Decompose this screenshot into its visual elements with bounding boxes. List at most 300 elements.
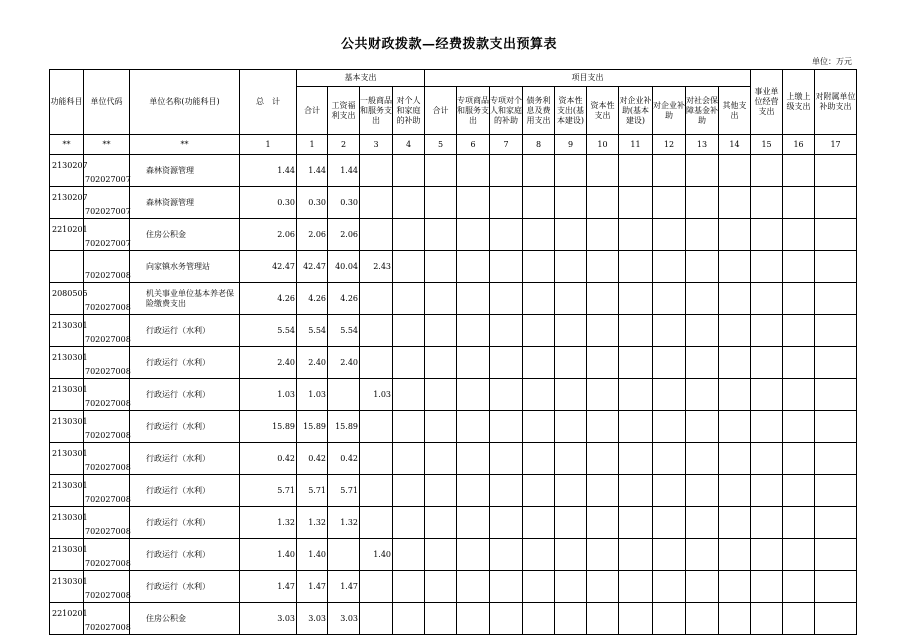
row-empty-cell: [425, 155, 457, 187]
row-func-subject: 2130301: [50, 443, 84, 475]
header-unit-name: 单位名称(功能科目): [130, 70, 240, 135]
row-basic-total: 0.42: [297, 443, 328, 475]
row-empty-cell: [619, 475, 653, 507]
row-basic-wage: 15.89: [328, 411, 360, 443]
row-func-subject: 2210201: [50, 603, 84, 635]
row-empty-cell: [619, 251, 653, 283]
table-row: [50, 475, 857, 507]
table-row: [50, 347, 857, 379]
row-empty-cell: [425, 379, 457, 411]
row-empty-cell: [523, 283, 555, 315]
table-row: [50, 283, 857, 315]
data-rows: [50, 155, 857, 635]
header-basic: 基本支出: [297, 70, 425, 87]
row-empty-cell: [751, 315, 783, 347]
row-empty-cell: [523, 507, 555, 539]
row-unit-code: 702027007: [84, 187, 130, 219]
row-empty-cell: [619, 155, 653, 187]
row-basic-total: 1.03: [297, 379, 328, 411]
row-empty-cell: [587, 571, 619, 603]
row-unit-code: 702027008: [84, 347, 130, 379]
row-empty-cell: [653, 539, 686, 571]
table-row: [50, 571, 857, 603]
row-unit-name: 行政运行（水利）: [130, 411, 240, 443]
row-basic-wage: 2.40: [328, 347, 360, 379]
header-project-sub: 对社会保障基金补助: [686, 87, 719, 135]
row-total: 0.42: [240, 443, 297, 475]
row-unit-code: 702027007: [84, 219, 130, 251]
row-empty-cell: [555, 571, 587, 603]
header-basic-sub: 对个人和家庭的补助: [393, 87, 425, 135]
row-empty-cell: [783, 507, 815, 539]
row-empty-cell: [815, 315, 857, 347]
row-basic-total: 4.26: [297, 283, 328, 315]
row-basic-goods: [360, 155, 393, 187]
row-empty-cell: [425, 187, 457, 219]
header-basic-sub: 合计: [297, 87, 328, 135]
row-empty-cell: [719, 155, 751, 187]
row-empty-cell: [425, 411, 457, 443]
row-unit-name: 机关事业单位基本养老保险缴费支出: [130, 283, 240, 315]
row-empty-cell: [815, 475, 857, 507]
row-empty-cell: [619, 411, 653, 443]
row-empty-cell: [425, 507, 457, 539]
row-total: 4.26: [240, 283, 297, 315]
row-unit-code: 702027008: [84, 411, 130, 443]
row-empty-cell: [815, 283, 857, 315]
row-empty-cell: [719, 315, 751, 347]
row-basic-wage: 1.47: [328, 571, 360, 603]
row-empty-cell: [425, 283, 457, 315]
row-empty-cell: [686, 187, 719, 219]
row-total: 2.40: [240, 347, 297, 379]
row-total: 1.47: [240, 571, 297, 603]
row-empty-cell: [783, 155, 815, 187]
row-empty-cell: [815, 187, 857, 219]
row-empty-cell: [686, 443, 719, 475]
row-empty-cell: [555, 507, 587, 539]
row-basic-goods: [360, 507, 393, 539]
row-empty-cell: [815, 219, 857, 251]
row-empty-cell: [587, 315, 619, 347]
row-empty-cell: [719, 251, 751, 283]
row-empty-cell: [457, 571, 490, 603]
row-empty-cell: [425, 539, 457, 571]
row-empty-cell: [686, 283, 719, 315]
row-basic-wage: 0.30: [328, 187, 360, 219]
row-basic-goods: [360, 283, 393, 315]
row-empty-cell: [523, 347, 555, 379]
header-row-top: [50, 70, 857, 87]
row-empty-cell: [783, 443, 815, 475]
row-empty-cell: [393, 571, 425, 603]
row-empty-cell: [393, 347, 425, 379]
row-empty-cell: [523, 411, 555, 443]
row-empty-cell: [425, 475, 457, 507]
row-empty-cell: [523, 315, 555, 347]
row-basic-total: 42.47: [297, 251, 328, 283]
row-empty-cell: [751, 507, 783, 539]
row-empty-cell: [619, 347, 653, 379]
header-affiliate: 对附属单位补助支出: [815, 70, 857, 135]
row-basic-goods: [360, 603, 393, 635]
row-empty-cell: [686, 411, 719, 443]
row-empty-cell: [751, 603, 783, 635]
row-unit-name: 行政运行（水利）: [130, 571, 240, 603]
index-cell: 13: [686, 135, 719, 155]
row-unit-name: 行政运行（水利）: [130, 443, 240, 475]
row-empty-cell: [425, 443, 457, 475]
row-empty-cell: [523, 219, 555, 251]
row-empty-cell: [815, 507, 857, 539]
row-basic-wage: 5.54: [328, 315, 360, 347]
row-func-subject: 2130301: [50, 475, 84, 507]
row-empty-cell: [719, 443, 751, 475]
row-empty-cell: [783, 251, 815, 283]
row-func-subject: 2130207: [50, 155, 84, 187]
row-empty-cell: [719, 603, 751, 635]
row-empty-cell: [587, 251, 619, 283]
row-empty-cell: [783, 315, 815, 347]
row-empty-cell: [490, 251, 523, 283]
row-basic-total: 5.54: [297, 315, 328, 347]
row-empty-cell: [490, 155, 523, 187]
row-empty-cell: [393, 155, 425, 187]
row-total: 2.06: [240, 219, 297, 251]
row-empty-cell: [393, 443, 425, 475]
row-empty-cell: [653, 219, 686, 251]
row-basic-goods: 2.43: [360, 251, 393, 283]
row-basic-goods: [360, 571, 393, 603]
row-empty-cell: [751, 187, 783, 219]
index-cell: 15: [751, 135, 783, 155]
row-empty-cell: [686, 347, 719, 379]
row-empty-cell: [393, 187, 425, 219]
row-empty-cell: [587, 155, 619, 187]
row-empty-cell: [686, 539, 719, 571]
row-empty-cell: [587, 603, 619, 635]
row-empty-cell: [619, 379, 653, 411]
row-empty-cell: [523, 571, 555, 603]
row-empty-cell: [587, 187, 619, 219]
row-empty-cell: [587, 283, 619, 315]
row-unit-name: 行政运行（水利）: [130, 347, 240, 379]
row-unit-name: 行政运行（水利）: [130, 475, 240, 507]
row-empty-cell: [490, 571, 523, 603]
row-total: 1.03: [240, 379, 297, 411]
row-empty-cell: [686, 379, 719, 411]
row-empty-cell: [393, 507, 425, 539]
row-basic-total: 0.30: [297, 187, 328, 219]
row-basic-goods: [360, 187, 393, 219]
row-empty-cell: [783, 379, 815, 411]
table-row: [50, 155, 857, 187]
row-total: 0.30: [240, 187, 297, 219]
index-cell: 1: [240, 135, 297, 155]
index-cell: 16: [783, 135, 815, 155]
header-func-subject: 功能科目: [50, 70, 84, 135]
row-empty-cell: [751, 283, 783, 315]
index-cell: 10: [587, 135, 619, 155]
index-cell: **: [50, 135, 84, 155]
row-empty-cell: [555, 443, 587, 475]
row-empty-cell: [619, 571, 653, 603]
row-empty-cell: [686, 507, 719, 539]
header-project-sub: 专项商品和服务支出: [457, 87, 490, 135]
row-unit-code: 702027008: [84, 315, 130, 347]
row-empty-cell: [555, 539, 587, 571]
row-empty-cell: [653, 603, 686, 635]
row-empty-cell: [815, 155, 857, 187]
row-empty-cell: [393, 539, 425, 571]
row-unit-name: 森林资源管理: [130, 187, 240, 219]
row-empty-cell: [751, 539, 783, 571]
row-empty-cell: [751, 411, 783, 443]
row-empty-cell: [523, 443, 555, 475]
row-empty-cell: [815, 571, 857, 603]
row-empty-cell: [783, 539, 815, 571]
row-unit-code: 702027008: [84, 507, 130, 539]
row-empty-cell: [719, 347, 751, 379]
row-empty-cell: [619, 219, 653, 251]
row-basic-wage: 40.04: [328, 251, 360, 283]
row-unit-name: 行政运行（水利）: [130, 315, 240, 347]
table-row: [50, 187, 857, 219]
row-empty-cell: [425, 251, 457, 283]
index-cell: 11: [619, 135, 653, 155]
row-empty-cell: [815, 379, 857, 411]
index-cell: 1: [297, 135, 328, 155]
row-func-subject: 2130301: [50, 315, 84, 347]
row-empty-cell: [686, 219, 719, 251]
row-basic-total: 2.06: [297, 219, 328, 251]
row-empty-cell: [587, 219, 619, 251]
row-unit-name: 行政运行（水利）: [130, 379, 240, 411]
row-func-subject: 2130301: [50, 411, 84, 443]
row-unit-code: 702027008: [84, 283, 130, 315]
page-title: 公共财政拨款—经费拨款支出预算表: [340, 37, 557, 52]
header-biz-op: 事业单位经营支出: [751, 70, 783, 135]
row-empty-cell: [393, 379, 425, 411]
row-basic-wage: [328, 379, 360, 411]
row-empty-cell: [457, 347, 490, 379]
row-empty-cell: [425, 347, 457, 379]
row-empty-cell: [457, 539, 490, 571]
header-project: 项目支出: [425, 70, 751, 87]
table-row: [50, 507, 857, 539]
table-row: [50, 251, 857, 283]
row-empty-cell: [619, 187, 653, 219]
header-upper-pay: 上缴上级支出: [783, 70, 815, 135]
row-empty-cell: [751, 571, 783, 603]
row-empty-cell: [393, 251, 425, 283]
index-cell: 5: [425, 135, 457, 155]
row-total: 5.54: [240, 315, 297, 347]
row-func-subject: 2130207: [50, 187, 84, 219]
row-empty-cell: [425, 219, 457, 251]
row-empty-cell: [686, 475, 719, 507]
row-empty-cell: [555, 315, 587, 347]
row-empty-cell: [523, 603, 555, 635]
row-empty-cell: [457, 187, 490, 219]
row-basic-wage: 1.32: [328, 507, 360, 539]
row-empty-cell: [619, 315, 653, 347]
row-basic-goods: [360, 219, 393, 251]
row-empty-cell: [653, 155, 686, 187]
row-empty-cell: [587, 347, 619, 379]
row-basic-total: 1.40: [297, 539, 328, 571]
row-empty-cell: [523, 251, 555, 283]
index-row: [50, 135, 857, 155]
row-empty-cell: [653, 443, 686, 475]
row-empty-cell: [490, 507, 523, 539]
row-empty-cell: [653, 347, 686, 379]
row-empty-cell: [653, 379, 686, 411]
index-cell: 12: [653, 135, 686, 155]
row-empty-cell: [425, 603, 457, 635]
row-unit-name: 行政运行（水利）: [130, 539, 240, 571]
header-project-sub: 对企业补助(基本建设): [619, 87, 653, 135]
header-project-sub: 对企业补助: [653, 87, 686, 135]
row-empty-cell: [686, 315, 719, 347]
row-empty-cell: [555, 251, 587, 283]
row-basic-wage: 5.71: [328, 475, 360, 507]
row-unit-code: 702027007: [84, 155, 130, 187]
row-empty-cell: [490, 315, 523, 347]
row-basic-goods: 1.40: [360, 539, 393, 571]
row-basic-total: 5.71: [297, 475, 328, 507]
row-unit-name: 住房公积金: [130, 603, 240, 635]
row-empty-cell: [555, 155, 587, 187]
row-unit-code: 702027008: [84, 603, 130, 635]
header-total: 总 计: [240, 70, 297, 135]
row-empty-cell: [653, 411, 686, 443]
row-empty-cell: [751, 219, 783, 251]
row-empty-cell: [490, 379, 523, 411]
row-empty-cell: [555, 379, 587, 411]
index-cell: 17: [815, 135, 857, 155]
row-empty-cell: [490, 187, 523, 219]
row-empty-cell: [393, 411, 425, 443]
row-empty-cell: [555, 219, 587, 251]
index-cell: 2: [328, 135, 360, 155]
row-empty-cell: [490, 283, 523, 315]
row-empty-cell: [653, 475, 686, 507]
row-empty-cell: [457, 603, 490, 635]
row-empty-cell: [686, 251, 719, 283]
row-empty-cell: [783, 571, 815, 603]
row-empty-cell: [425, 315, 457, 347]
row-func-subject: 2130301: [50, 539, 84, 571]
row-total: 1.44: [240, 155, 297, 187]
row-basic-total: 1.44: [297, 155, 328, 187]
row-basic-total: 1.32: [297, 507, 328, 539]
row-empty-cell: [523, 379, 555, 411]
row-empty-cell: [686, 155, 719, 187]
row-empty-cell: [815, 251, 857, 283]
row-empty-cell: [719, 507, 751, 539]
row-total: 15.89: [240, 411, 297, 443]
header-basic-sub: 一般商品和服务支出: [360, 87, 393, 135]
row-empty-cell: [653, 187, 686, 219]
row-empty-cell: [457, 411, 490, 443]
row-unit-name: 行政运行（水利）: [130, 507, 240, 539]
index-cell: 7: [490, 135, 523, 155]
row-total: 1.32: [240, 507, 297, 539]
row-empty-cell: [619, 539, 653, 571]
row-empty-cell: [587, 475, 619, 507]
row-empty-cell: [619, 507, 653, 539]
row-total: 3.03: [240, 603, 297, 635]
row-basic-total: 3.03: [297, 603, 328, 635]
row-empty-cell: [751, 155, 783, 187]
row-empty-cell: [490, 603, 523, 635]
row-basic-goods: [360, 443, 393, 475]
row-basic-total: 15.89: [297, 411, 328, 443]
row-empty-cell: [555, 283, 587, 315]
row-empty-cell: [457, 475, 490, 507]
row-empty-cell: [393, 219, 425, 251]
row-empty-cell: [457, 283, 490, 315]
row-total: 1.40: [240, 539, 297, 571]
row-basic-wage: 0.42: [328, 443, 360, 475]
row-empty-cell: [393, 603, 425, 635]
row-empty-cell: [719, 379, 751, 411]
row-unit-code: 702027008: [84, 251, 130, 283]
row-empty-cell: [393, 283, 425, 315]
row-empty-cell: [783, 603, 815, 635]
row-basic-wage: 4.26: [328, 283, 360, 315]
row-empty-cell: [490, 443, 523, 475]
row-empty-cell: [523, 187, 555, 219]
row-basic-wage: [328, 539, 360, 571]
header-project-sub: 专项对个人和家庭的补助: [490, 87, 523, 135]
row-empty-cell: [619, 283, 653, 315]
row-empty-cell: [490, 475, 523, 507]
row-empty-cell: [393, 475, 425, 507]
row-empty-cell: [523, 539, 555, 571]
table-row: [50, 603, 857, 635]
row-empty-cell: [490, 347, 523, 379]
row-empty-cell: [587, 507, 619, 539]
row-empty-cell: [719, 539, 751, 571]
row-unit-code: 702027008: [84, 379, 130, 411]
row-func-subject: 2130301: [50, 347, 84, 379]
row-empty-cell: [815, 411, 857, 443]
row-empty-cell: [555, 475, 587, 507]
row-empty-cell: [751, 443, 783, 475]
row-empty-cell: [815, 347, 857, 379]
table-row: [50, 379, 857, 411]
row-empty-cell: [653, 315, 686, 347]
row-empty-cell: [719, 187, 751, 219]
row-func-subject: [50, 251, 84, 283]
header-project-sub: 资本性支出(基本建设): [555, 87, 587, 135]
index-cell: 4: [393, 135, 425, 155]
header-basic-sub: 工资福利支出: [328, 87, 360, 135]
row-empty-cell: [457, 507, 490, 539]
row-empty-cell: [783, 411, 815, 443]
table-row: [50, 315, 857, 347]
row-unit-code: 702027008: [84, 475, 130, 507]
row-basic-goods: [360, 347, 393, 379]
row-empty-cell: [457, 219, 490, 251]
row-basic-goods: 1.03: [360, 379, 393, 411]
row-basic-wage: 2.06: [328, 219, 360, 251]
header-project-sub: 资本性支出: [587, 87, 619, 135]
row-empty-cell: [783, 219, 815, 251]
row-empty-cell: [719, 475, 751, 507]
